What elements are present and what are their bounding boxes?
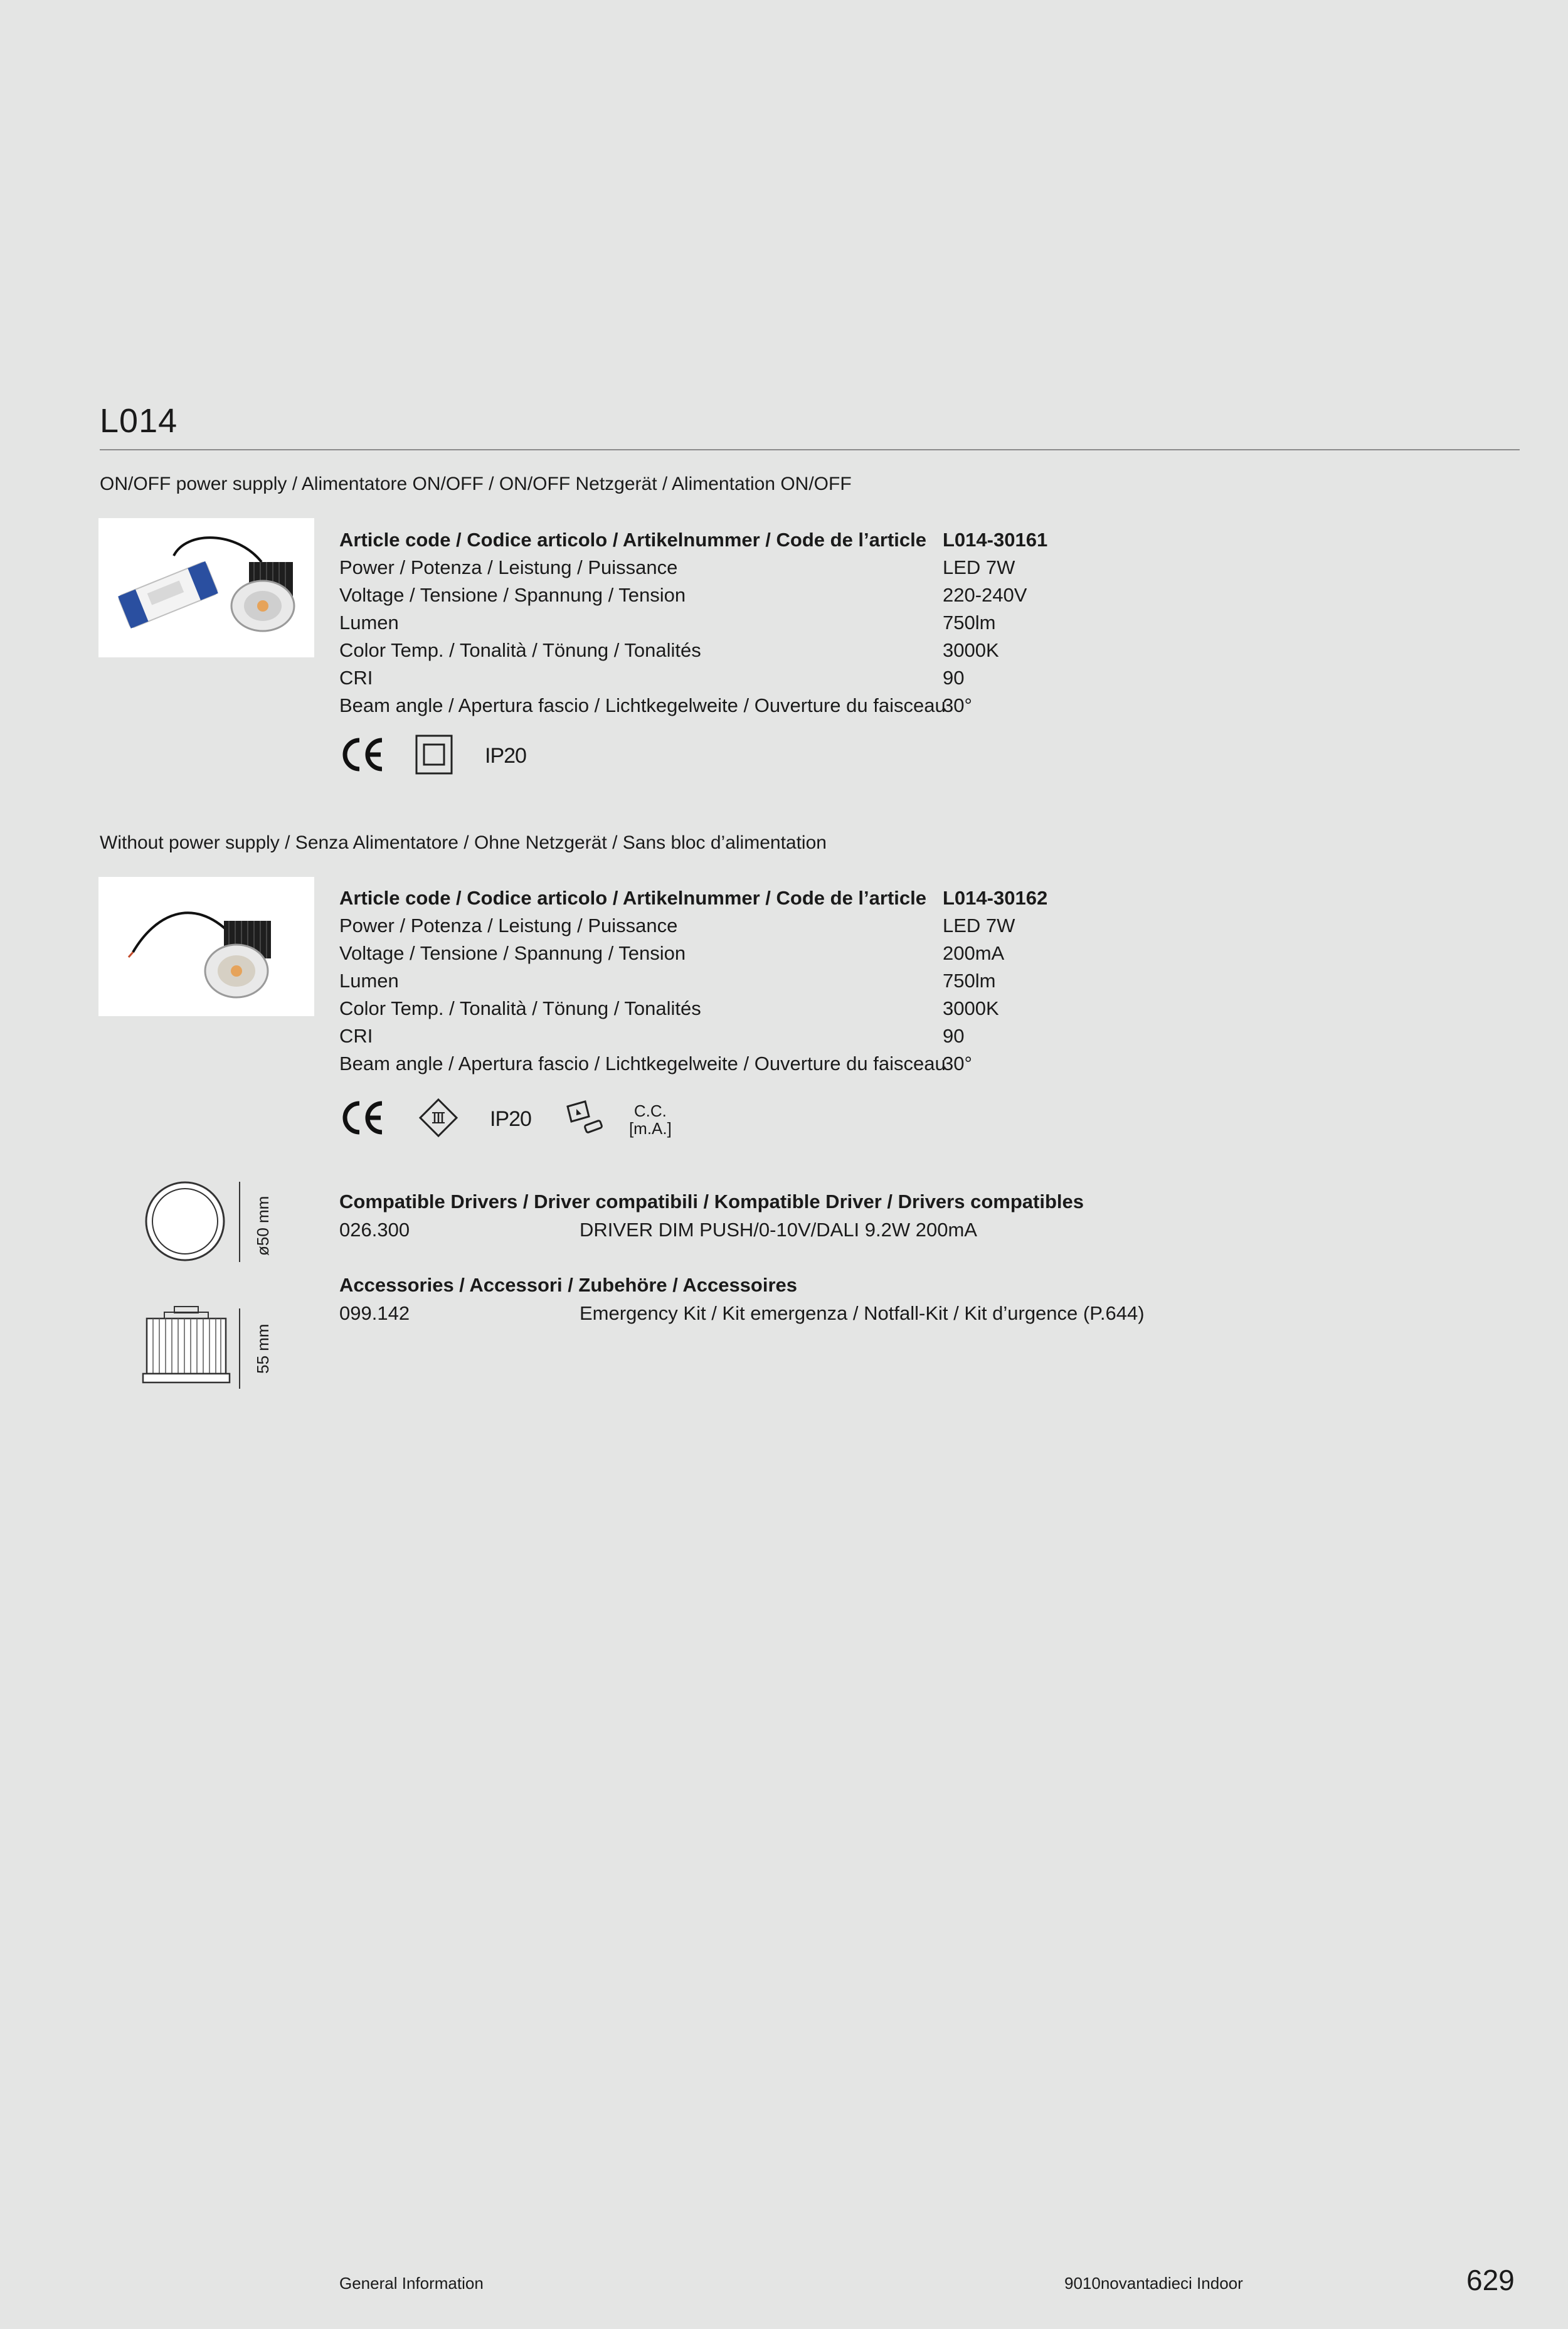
section1-spec-table bbox=[339, 526, 1047, 719]
height-dimension-line bbox=[239, 1308, 240, 1389]
spec-row-color-temp: Color Temp. / Tonalità / Tönung / Tonalités 3000K bbox=[339, 997, 999, 1019]
article-code: L014-30162 bbox=[943, 887, 1048, 909]
dimmable-icon bbox=[564, 1098, 605, 1141]
spec-row-beam-angle: Beam angle / Apertura fascio / Lichtkegelweite / Ouverture du faisceau 30° bbox=[339, 1053, 972, 1074]
product-photo-module bbox=[98, 877, 314, 1016]
class-iii-icon bbox=[418, 1098, 458, 1141]
side-view-drawing bbox=[142, 1305, 231, 1391]
accessories-heading: Accessories / Accessori / Zubehöre / Accessoires bbox=[339, 1274, 798, 1296]
driver-description: DRIVER DIM PUSH/0-10V/DALI 9.2W 200mA bbox=[580, 1219, 977, 1241]
section1-certification-icons bbox=[339, 733, 526, 780]
spec-row-color-temp: Color Temp. / Tonalità / Tönung / Tonalités 3000K bbox=[339, 639, 999, 661]
spec-row-cri: CRI 90 bbox=[339, 1025, 965, 1047]
page-number: 629 bbox=[1466, 2264, 1515, 2296]
spec-row-lumen: Lumen 750lm bbox=[339, 612, 996, 634]
compatible-drivers-heading: Compatible Drivers / Driver compatibili / Kompatible Driver / Drivers compatibles bbox=[339, 1191, 1084, 1212]
spec-row-cri: CRI 90 bbox=[339, 667, 965, 689]
ip-rating: IP20 bbox=[490, 1107, 531, 1131]
spec-row-beam-angle: Beam angle / Apertura fascio / Lichtkegelweite / Ouverture du faisceau 30° bbox=[339, 694, 972, 716]
footer-catalog-label: 9010novantadieci Indoor bbox=[1064, 2274, 1243, 2293]
front-view-drawing bbox=[143, 1179, 227, 1266]
page-title: L014 bbox=[100, 402, 178, 440]
accessory-description: Emergency Kit / Kit emergenza / Notfall-Kit / Kit d’urgence (P.644) bbox=[580, 1302, 1145, 1324]
height-label: 55 mm bbox=[253, 1324, 272, 1374]
spec-row-power: Power / Potenza / Leistung / Puissance LED 7W bbox=[339, 915, 1015, 936]
footer-section-label: General Information bbox=[339, 2274, 484, 2293]
diameter-dimension-line bbox=[239, 1182, 240, 1262]
spec-row-article: Article code / Codice articolo / Artikelnummer / Code de l’article L014-30161 bbox=[339, 526, 1047, 554]
class-ii-icon bbox=[415, 734, 453, 778]
section1-title: ON/OFF power supply / Alimentatore ON/OFF / ON/OFF Netzgerät / Alimentation ON/OFF bbox=[100, 474, 852, 494]
section2-certification-icons bbox=[339, 1096, 672, 1143]
spec-row-voltage: Voltage / Tensione / Spannung / Tension 220-240V bbox=[339, 584, 1027, 606]
ce-mark-icon bbox=[339, 1096, 387, 1143]
diameter-label: ø50 mm bbox=[253, 1196, 272, 1256]
spec-row-power: Power / Potenza / Leistung / Puissance LED 7W bbox=[339, 556, 1015, 578]
constant-current-label: C.C. [m.A.] bbox=[628, 1101, 672, 1138]
ip-rating: IP20 bbox=[485, 744, 526, 768]
section2-title: Without power supply / Senza Alimentatore / Ohne Netzgerät / Sans bloc d’alimentation bbox=[100, 832, 827, 853]
driver-code: 026.300 bbox=[339, 1219, 410, 1241]
accessory-code: 099.142 bbox=[339, 1302, 410, 1324]
product-photo-with-driver bbox=[98, 518, 314, 657]
spec-row-article: Article code / Codice articolo / Artikelnummer / Code de l’article L014-30162 bbox=[339, 884, 1047, 912]
spec-row-lumen: Lumen 750lm bbox=[339, 970, 996, 992]
section2-spec-table bbox=[339, 884, 1047, 1078]
title-divider bbox=[100, 449, 1520, 450]
spec-row-voltage: Voltage / Tensione / Spannung / Tension 200mA bbox=[339, 942, 1005, 964]
ce-mark-icon bbox=[339, 733, 387, 780]
article-code: L014-30161 bbox=[943, 529, 1048, 551]
